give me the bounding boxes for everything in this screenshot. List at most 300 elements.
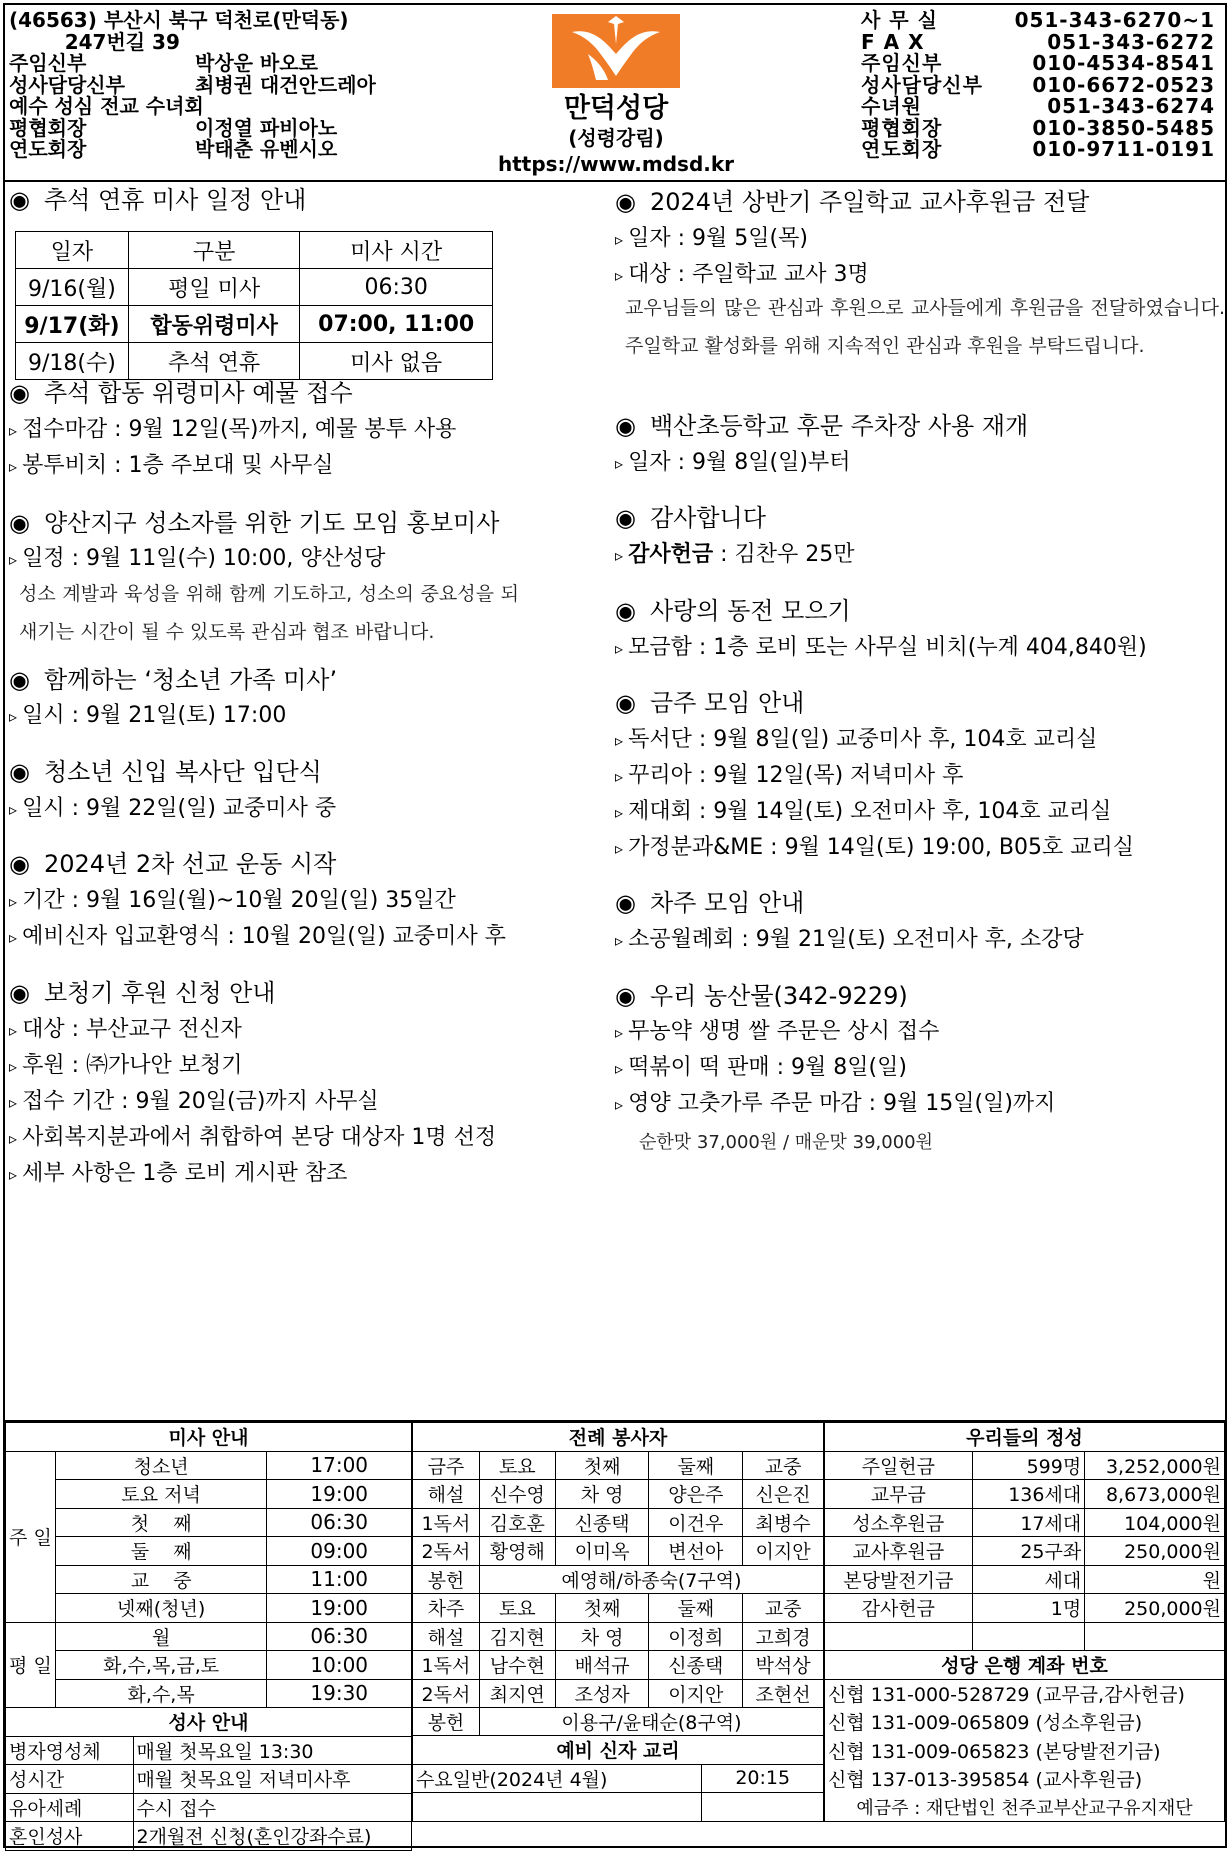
servers-cell: 조성자 bbox=[555, 1679, 649, 1708]
arrow-icon: ▹ bbox=[615, 1059, 629, 1078]
bullet-icon: ◉ bbox=[9, 666, 30, 694]
servers-title: 전례 봉사자 bbox=[413, 1423, 824, 1452]
schedule-cell: 합동위령미사 bbox=[128, 306, 300, 343]
section-title-text: 추석 연휴 미사 일정 안내 bbox=[43, 186, 307, 214]
offering-count: 25구좌 bbox=[972, 1537, 1085, 1566]
info-item bbox=[9, 1052, 243, 1081]
offering-title-row bbox=[825, 1423, 1225, 1452]
section-title-text: 청소년 신입 복사단 입단식 bbox=[43, 758, 322, 786]
info-item bbox=[9, 1160, 347, 1189]
schedule-cell: 9/17(화) bbox=[16, 306, 129, 343]
info-item bbox=[615, 225, 808, 254]
mass-time: 19:00 bbox=[267, 1594, 412, 1623]
info-item bbox=[9, 887, 456, 916]
info-item-text: 대상 : 부산교구 전신자 bbox=[22, 1017, 242, 1042]
mass-name: 둘 째 bbox=[55, 1537, 267, 1566]
info-item bbox=[9, 452, 334, 481]
section-title-text: 사랑의 동전 모으기 bbox=[649, 597, 851, 625]
thanks-label: 감사헌금 bbox=[628, 542, 714, 567]
section-title bbox=[615, 688, 804, 718]
catechism-empty-row bbox=[413, 1793, 824, 1822]
info-item-text: 무농약 생명 쌀 주문은 상시 접수 bbox=[628, 1019, 940, 1044]
header-left-label: 예수 성심 전교 수녀회 bbox=[9, 94, 204, 118]
servers-cell: 1독서 bbox=[413, 1651, 480, 1680]
sacrament-row bbox=[6, 1765, 412, 1794]
servers-cell: 최병수 bbox=[743, 1508, 824, 1537]
info-item bbox=[615, 634, 1147, 663]
church-logo bbox=[552, 14, 680, 88]
info-item-text: 꾸리아 : 9월 12일(목) 저녁미사 후 bbox=[628, 763, 964, 788]
sacrament-detail: 수시 접수 bbox=[133, 1793, 411, 1822]
servers-cell: 양은주 bbox=[649, 1480, 743, 1509]
offering-empty-row bbox=[825, 1622, 1225, 1651]
info-item bbox=[9, 416, 456, 445]
info-item bbox=[615, 261, 869, 290]
section-title bbox=[9, 757, 322, 787]
sacrament-name: 병자영성체 bbox=[6, 1736, 134, 1765]
servers-row bbox=[413, 1594, 824, 1623]
bullet-icon: ◉ bbox=[9, 186, 30, 214]
offering-count: 136세대 bbox=[972, 1480, 1085, 1509]
sacrament-title-row bbox=[6, 1708, 412, 1737]
offering-amount: 250,000원 bbox=[1085, 1537, 1225, 1566]
section-title-text: 우리 농산물(342-9229) bbox=[649, 982, 908, 1010]
bank-row bbox=[825, 1765, 1225, 1794]
header-left-value: 최병권 대건안드레아 bbox=[195, 72, 376, 97]
offertory-row bbox=[413, 1565, 824, 1594]
mass-row bbox=[6, 1451, 412, 1480]
mass-name: 화,수,목,금,토 bbox=[55, 1651, 267, 1680]
servers-cell: 토요 bbox=[479, 1594, 555, 1623]
sacrament-row bbox=[6, 1822, 412, 1851]
servers-cell: 배석규 bbox=[555, 1651, 649, 1680]
header-right-number: 051-343-6270~1 bbox=[1014, 8, 1215, 32]
offering-title: 우리들의 정성 bbox=[825, 1423, 1225, 1452]
info-item-text: 제대회 : 9월 14일(토) 오전미사 후, 104호 교리실 bbox=[628, 799, 1112, 824]
sacrament-row bbox=[6, 1793, 412, 1822]
mass-title: 미사 안내 bbox=[6, 1423, 412, 1452]
bullet-icon: ◉ bbox=[615, 188, 636, 216]
mass-time: 06:30 bbox=[267, 1508, 412, 1537]
section-title bbox=[9, 378, 353, 408]
header-right-label: 사 무 실 bbox=[861, 8, 938, 32]
servers-cell: 최지연 bbox=[479, 1679, 555, 1708]
offertory-label: 봉헌 bbox=[413, 1565, 480, 1594]
servers-title-row bbox=[413, 1423, 824, 1452]
header-left-label: 247번길 39 bbox=[9, 29, 180, 54]
servers-cell: 차주 bbox=[413, 1594, 480, 1623]
info-item-text: 접수 기간 : 9월 20일(금)까지 사무실 bbox=[22, 1089, 379, 1114]
info-item-text: 일시 : 9월 21일(토) 17:00 bbox=[22, 703, 287, 728]
servers-cell: 금주 bbox=[413, 1451, 480, 1480]
section-title-text: 함께하는 ‘청소년 가족 미사’ bbox=[43, 666, 338, 694]
offering-count: 세대 bbox=[972, 1565, 1085, 1594]
arrow-icon: ▹ bbox=[9, 800, 23, 819]
info-item-text: 접수마감 : 9월 12일(목)까지, 예물 봉투 사용 bbox=[22, 417, 457, 442]
dove-flame-icon bbox=[552, 14, 680, 88]
offering-row bbox=[825, 1565, 1225, 1594]
mass-time: 09:00 bbox=[267, 1537, 412, 1566]
mass-time: 06:30 bbox=[267, 1622, 412, 1651]
schedule-cell: 9/16(월) bbox=[16, 269, 129, 306]
arrow-icon: ▹ bbox=[615, 639, 629, 658]
servers-row bbox=[413, 1537, 824, 1566]
servers-cell: 둘째 bbox=[649, 1451, 743, 1480]
servers-cell: 신종택 bbox=[555, 1508, 649, 1537]
header-divider bbox=[5, 180, 1225, 182]
servers-cell: 이지안 bbox=[743, 1537, 824, 1566]
bank-table bbox=[824, 1650, 1225, 1822]
offering-row bbox=[825, 1594, 1225, 1623]
offering-row bbox=[825, 1537, 1225, 1566]
offering-count: 17세대 bbox=[972, 1508, 1085, 1537]
catechism-table bbox=[412, 1735, 824, 1822]
info-item bbox=[615, 762, 963, 791]
info-item bbox=[9, 1016, 242, 1045]
empty-cell bbox=[413, 1793, 702, 1822]
arrow-icon: ▹ bbox=[615, 1023, 629, 1042]
header-right-number: 010-3850-5485 bbox=[1032, 115, 1215, 140]
info-item-text: 일정 : 9월 11일(수) 10:00, 양산성당 bbox=[22, 546, 386, 571]
header-right-number: 051-343-6274 bbox=[1047, 94, 1215, 118]
arrow-icon: ▹ bbox=[615, 839, 629, 858]
mass-row bbox=[6, 1537, 412, 1566]
bank-row bbox=[825, 1679, 1225, 1708]
offering-name: 교사후원금 bbox=[825, 1537, 973, 1566]
arrow-icon: ▹ bbox=[615, 546, 629, 565]
arrow-icon: ▹ bbox=[9, 707, 23, 726]
mass-time: 17:00 bbox=[267, 1451, 412, 1480]
holiday-mass-schedule bbox=[15, 231, 493, 380]
mass-row bbox=[6, 1565, 412, 1594]
header-left-label: 주임신부 bbox=[9, 51, 87, 75]
offering-row bbox=[825, 1480, 1225, 1509]
catechism-class: 수요일반(2024년 4월) bbox=[413, 1764, 702, 1793]
schedule-header-cell: 구분 bbox=[128, 232, 300, 269]
schedule-header-cell: 미사 시간 bbox=[300, 232, 493, 269]
header-right-label: 수녀원 bbox=[861, 94, 922, 118]
arrow-icon: ▹ bbox=[9, 457, 23, 476]
offering-amount: 8,673,000원 bbox=[1085, 1480, 1225, 1509]
arrow-icon: ▹ bbox=[615, 931, 629, 950]
offertory-names: 이용구/윤태순(8구역) bbox=[479, 1708, 823, 1737]
header-right-label: 성사담당신부 bbox=[861, 72, 983, 97]
info-item-text: 대상 : 주일학교 교사 3명 bbox=[628, 262, 869, 287]
offering-name: 교무금 bbox=[825, 1480, 973, 1509]
servers-row bbox=[413, 1508, 824, 1537]
schedule-cell: 추석 연휴 bbox=[128, 343, 300, 380]
info-item-text: 독서단 : 9월 8일(일) 교중미사 후, 104호 교리실 bbox=[628, 727, 1098, 752]
mass-time: 11:00 bbox=[267, 1565, 412, 1594]
servers-cell: 해설 bbox=[413, 1622, 480, 1651]
sacrament-table bbox=[5, 1707, 412, 1851]
offering-row bbox=[825, 1451, 1225, 1480]
info-item bbox=[615, 1054, 907, 1083]
section-title bbox=[9, 185, 306, 215]
mass-row bbox=[6, 1480, 412, 1509]
offering-name: 성소후원금 bbox=[825, 1508, 973, 1537]
bank-row bbox=[825, 1736, 1225, 1765]
header-left-value: 이정열 파비아노 bbox=[195, 115, 338, 140]
info-item-text: 봉투비치 : 1층 주보대 및 사무실 bbox=[22, 453, 334, 478]
bullet-icon: ◉ bbox=[9, 979, 30, 1007]
offering-amount: 250,000원 bbox=[1085, 1594, 1225, 1623]
sunday-label: 주 일 bbox=[6, 1451, 56, 1622]
arrow-icon: ▹ bbox=[615, 767, 629, 786]
sacrament-name: 성시간 bbox=[6, 1765, 134, 1794]
info-item-text: 예비신자 입교환영식 : 10월 20일(일) 교중미사 후 bbox=[22, 924, 506, 949]
info-item bbox=[615, 726, 1097, 755]
arrow-icon: ▹ bbox=[615, 803, 629, 822]
arrow-icon: ▹ bbox=[9, 928, 23, 947]
catechism-time: 20:15 bbox=[702, 1764, 824, 1793]
mass-name: 넷째(청년) bbox=[55, 1594, 267, 1623]
section-title bbox=[9, 978, 276, 1008]
mass-name: 월 bbox=[55, 1622, 267, 1651]
arrow-icon: ▹ bbox=[9, 550, 23, 569]
schedule-cell: 06:30 bbox=[300, 269, 493, 306]
empty-cell bbox=[825, 1622, 973, 1651]
section-title bbox=[615, 596, 851, 626]
header-left-label: (46563) 부산시 북구 덕천로(만덕동) bbox=[9, 8, 349, 32]
header-left-value: 박상운 바오로 bbox=[195, 51, 318, 75]
price-note: 순한맛 37,000원 / 매운맛 39,000원 bbox=[639, 1132, 934, 1153]
servers-cell: 2독서 bbox=[413, 1679, 480, 1708]
section-title-text: 보청기 후원 신청 안내 bbox=[43, 979, 276, 1007]
servers-cell: 교중 bbox=[743, 1594, 824, 1623]
offering-count: 1명 bbox=[972, 1594, 1085, 1623]
church-name: 만덕성당 bbox=[563, 93, 669, 124]
section-note: 성소 계발과 육성을 위해 함께 기도하고, 성소의 중요성을 되새기는 시간이 될 수 있도록 관심과 협조 바랍니다. bbox=[19, 583, 519, 643]
church-url[interactable]: https://www.mdsd.kr bbox=[497, 152, 735, 176]
bullet-icon: ◉ bbox=[9, 758, 30, 786]
offering-name: 본당발전기금 bbox=[825, 1565, 973, 1594]
servers-cell: 교중 bbox=[743, 1451, 824, 1480]
offering-amount: 3,252,000원 bbox=[1085, 1451, 1225, 1480]
thanks-item bbox=[615, 541, 855, 570]
servers-cell: 이정희 bbox=[649, 1622, 743, 1651]
mass-row bbox=[6, 1622, 412, 1651]
info-item-text: 후원 : ㈜가나안 보청기 bbox=[22, 1053, 243, 1078]
mass-table bbox=[5, 1422, 412, 1708]
info-item bbox=[9, 1088, 379, 1117]
mass-time: 19:30 bbox=[267, 1679, 412, 1708]
info-item-text: 사회복지분과에서 취합하여 본당 대상자 1명 선정 bbox=[22, 1125, 497, 1150]
bank-account: 신협 131-009-065823 (본당발전기금) bbox=[825, 1736, 1225, 1765]
servers-row bbox=[413, 1679, 824, 1708]
bullet-icon: ◉ bbox=[615, 689, 636, 717]
header-left-label: 연도회장 bbox=[9, 137, 87, 161]
offering-name: 주일헌금 bbox=[825, 1451, 973, 1480]
info-item bbox=[615, 834, 1134, 863]
arrow-icon: ▹ bbox=[615, 230, 629, 249]
servers-cell: 박석상 bbox=[743, 1651, 824, 1680]
offertory-label: 봉헌 bbox=[413, 1708, 480, 1737]
info-item-text: 영양 고춧가루 주문 마감 : 9월 15일(일)까지 bbox=[628, 1091, 1056, 1116]
section-title-text: 백산초등학교 후문 주차장 사용 재개 bbox=[649, 412, 1029, 440]
section-title-text: 양산지구 성소자를 위한 기도 모임 홍보미사 bbox=[43, 509, 500, 537]
header-right-number: 010-4534-8541 bbox=[1032, 51, 1215, 75]
header-right-label: 평협회장 bbox=[861, 115, 943, 140]
section-title-text: 차주 모임 안내 bbox=[649, 889, 805, 917]
info-item-text: 떡볶이 떡 판매 : 9월 8일(일) bbox=[628, 1055, 907, 1080]
bullet-icon: ◉ bbox=[9, 379, 30, 407]
bullet-icon: ◉ bbox=[615, 412, 636, 440]
arrow-icon: ▹ bbox=[9, 1057, 23, 1076]
mass-name: 교 중 bbox=[55, 1565, 267, 1594]
section-title-text: 감사합니다 bbox=[649, 504, 766, 532]
offering-amount: 원 bbox=[1085, 1565, 1225, 1594]
header-left-label: 성사담당신부 bbox=[9, 72, 125, 97]
section-title-text: 2024년 2차 선교 운동 시작 bbox=[43, 850, 337, 878]
servers-cell: 조현선 bbox=[743, 1679, 824, 1708]
servers-row bbox=[413, 1451, 824, 1480]
servers-cell: 이지안 bbox=[649, 1679, 743, 1708]
sacrament-name: 혼인성사 bbox=[6, 1822, 134, 1851]
offertory-row bbox=[413, 1708, 824, 1737]
offering-count: 599명 bbox=[972, 1451, 1085, 1480]
arrow-icon: ▹ bbox=[9, 1021, 23, 1040]
info-item bbox=[9, 545, 385, 574]
mass-time: 10:00 bbox=[267, 1651, 412, 1680]
offertory-names: 예영해/하종숙(7구역) bbox=[479, 1565, 823, 1594]
arrow-icon: ▹ bbox=[615, 454, 629, 473]
header-right-label: 연도회장 bbox=[861, 137, 943, 161]
info-item-text: 일시 : 9월 22일(일) 교중미사 중 bbox=[22, 796, 337, 821]
info-item bbox=[9, 1124, 496, 1153]
bank-title: 성당 은행 계좌 번호 bbox=[825, 1651, 1225, 1680]
schedule-row bbox=[16, 306, 493, 343]
mass-row bbox=[6, 1594, 412, 1623]
info-item-text: 기간 : 9월 16일(월)~10월 20일(일) 35일간 bbox=[22, 888, 456, 913]
servers-cell: 토요 bbox=[479, 1451, 555, 1480]
arrow-icon: ▹ bbox=[615, 731, 629, 750]
arrow-icon: ▹ bbox=[9, 1093, 23, 1112]
servers-cell: 해설 bbox=[413, 1480, 480, 1509]
servers-cell: 이건우 bbox=[649, 1508, 743, 1537]
offering-amount: 104,000원 bbox=[1085, 1508, 1225, 1537]
info-item bbox=[9, 795, 336, 824]
offering-row bbox=[825, 1508, 1225, 1537]
servers-cell: 첫째 bbox=[555, 1594, 649, 1623]
servers-cell: 차 영 bbox=[555, 1480, 649, 1509]
sacrament-detail: 2개월전 신청(혼인강좌수료) bbox=[133, 1822, 411, 1851]
schedule-row bbox=[16, 343, 493, 380]
servers-cell: 김호훈 bbox=[479, 1508, 555, 1537]
servers-cell: 남수현 bbox=[479, 1651, 555, 1680]
mass-name: 토요 저녁 bbox=[55, 1480, 267, 1509]
servers-cell: 둘째 bbox=[649, 1594, 743, 1623]
header-right-number: 010-9711-0191 bbox=[1032, 137, 1215, 161]
section-title bbox=[9, 849, 336, 879]
servers-cell: 첫째 bbox=[555, 1451, 649, 1480]
servers-cell: 2독서 bbox=[413, 1537, 480, 1566]
header-right-number: 010-6672-0523 bbox=[1032, 72, 1215, 97]
sacrament-name: 유아세례 bbox=[6, 1793, 134, 1822]
thanks-value: : 김찬우 25만 bbox=[713, 542, 855, 567]
header-right-label: 주임신부 bbox=[861, 51, 943, 75]
section-title bbox=[615, 503, 766, 533]
catechism-title: 예비 신자 교리 bbox=[413, 1736, 824, 1765]
mass-title-row bbox=[6, 1423, 412, 1452]
section-title bbox=[9, 508, 499, 538]
info-item-text: 모금함 : 1층 로비 또는 사무실 비치(누계 404,840원) bbox=[628, 635, 1147, 660]
servers-cell: 변선아 bbox=[649, 1537, 743, 1566]
section-title-text: 금주 모임 안내 bbox=[649, 689, 805, 717]
arrow-icon: ▹ bbox=[9, 1165, 23, 1184]
servers-cell: 신은진 bbox=[743, 1480, 824, 1509]
info-item bbox=[615, 1090, 1055, 1119]
info-item-text: 가정분과&ME : 9월 14일(토) 19:00, B05호 교리실 bbox=[628, 835, 1134, 860]
schedule-cell: 9/18(수) bbox=[16, 343, 129, 380]
servers-row bbox=[413, 1480, 824, 1509]
bullet-icon: ◉ bbox=[615, 597, 636, 625]
bank-holder: 예금주 : 재단법인 천주교부산교구유지재단 bbox=[825, 1793, 1225, 1822]
bullet-icon: ◉ bbox=[615, 982, 636, 1010]
catechism-row bbox=[413, 1764, 824, 1793]
sacrament-row bbox=[6, 1736, 412, 1765]
servers-cell: 김지현 bbox=[479, 1622, 555, 1651]
mass-time: 19:00 bbox=[267, 1480, 412, 1509]
arrow-icon: ▹ bbox=[615, 1095, 629, 1114]
section-title bbox=[615, 187, 1089, 217]
section-title bbox=[615, 981, 908, 1011]
bank-holder-row bbox=[825, 1793, 1225, 1822]
sacrament-detail: 매월 첫목요일 저녁미사후 bbox=[133, 1765, 411, 1794]
bank-row bbox=[825, 1708, 1225, 1737]
schedule-cell: 평일 미사 bbox=[128, 269, 300, 306]
mass-row bbox=[6, 1679, 412, 1708]
servers-cell: 황영해 bbox=[479, 1537, 555, 1566]
empty-cell bbox=[972, 1622, 1085, 1651]
mass-name: 화,수,목 bbox=[55, 1679, 267, 1708]
schedule-cell: 07:00, 11:00 bbox=[300, 306, 493, 343]
servers-cell: 고희경 bbox=[743, 1622, 824, 1651]
servers-cell: 신종택 bbox=[649, 1651, 743, 1680]
empty-cell bbox=[1085, 1622, 1225, 1651]
sacrament-title: 성사 안내 bbox=[6, 1708, 412, 1737]
info-item-text: 세부 사항은 1층 로비 게시판 참조 bbox=[22, 1161, 348, 1186]
bulletin-page bbox=[3, 3, 1227, 1848]
schedule-cell: 미사 없음 bbox=[300, 343, 493, 380]
arrow-icon: ▹ bbox=[9, 892, 23, 911]
header-right-number: 051-343-6272 bbox=[1047, 29, 1215, 54]
section-title bbox=[615, 411, 1028, 441]
servers-cell: 차 영 bbox=[555, 1622, 649, 1651]
weekday-label: 평 일 bbox=[6, 1622, 56, 1708]
info-item bbox=[615, 449, 850, 478]
info-item bbox=[615, 798, 1111, 827]
arrow-icon: ▹ bbox=[9, 421, 23, 440]
arrow-icon: ▹ bbox=[9, 1129, 23, 1148]
info-item bbox=[9, 923, 506, 952]
bank-title-row bbox=[825, 1651, 1225, 1680]
header-left-label: 평협회장 bbox=[9, 115, 87, 140]
info-item-text: 소공월례회 : 9월 21일(토) 오전미사 후, 소강당 bbox=[628, 927, 1084, 952]
bank-account: 신협 131-009-065809 (성소후원금) bbox=[825, 1708, 1225, 1737]
mass-name: 첫 째 bbox=[55, 1508, 267, 1537]
info-item bbox=[615, 926, 1084, 955]
section-title-text: 추석 합동 위령미사 예물 접수 bbox=[43, 379, 353, 407]
section-title bbox=[615, 888, 804, 918]
bank-account: 신협 137-013-395854 (교사후원금) bbox=[825, 1765, 1225, 1794]
sacrament-detail: 매월 첫목요일 13:30 bbox=[133, 1736, 411, 1765]
bullet-icon: ◉ bbox=[615, 504, 636, 532]
empty-cell bbox=[702, 1793, 824, 1822]
servers-cell: 이미옥 bbox=[555, 1537, 649, 1566]
header-left-value: 박태춘 유벤시오 bbox=[195, 137, 338, 161]
servers-row bbox=[413, 1622, 824, 1651]
